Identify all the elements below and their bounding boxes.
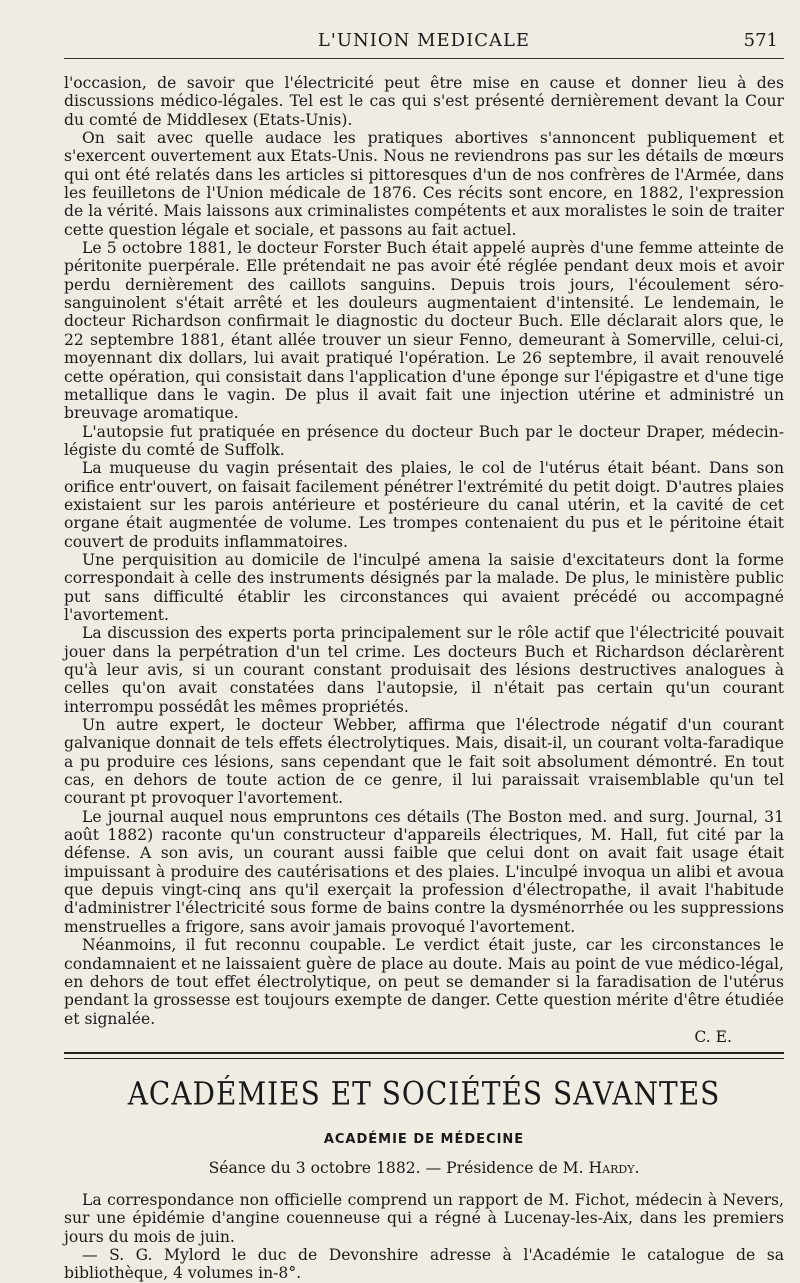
article-paragraph: Un autre expert, le docteur Webber, affirma que l'électrode négatif d'un courant galvanique donnait de tels effets électrolytiques. Mais, disait-il, un courant volta-faradique a pu produire ces lésions, sans cependant que le fait soit absolument démontré. En tout cas, en dehors de toute action de ce genre, il lui paraissait vraisemblable qu'un tel courant pt provoquer l'avortement.	[64, 716, 784, 808]
article-paragraph: Néanmoins, il fut reconnu coupable. Le verdict était juste, car les circonstances le condamnaient et ne laissaient guère de place au doute. Mais au point de vue médico-légal, en dehors de tout effet électrolytique, on peut se demander si la faradisation de l'utérus pendant la grossesse est toujours exempte de danger. Cette question mérite d'être étudiée et signalée.	[64, 936, 784, 1028]
article-paragraph: Le 5 octobre 1881, le docteur Forster Buch était appelé auprès d'une femme atteinte de péritonite puerpérale. Elle prétendait ne pas avoir été réglée pendant deux mois et avoir perdu dernièrement des caillots sanguins. Depuis trois jours, l'écoulement séro-sanguinolent s'était arrêté et les douleurs augmentaient d'intensité. Le lendemain, le docteur Richardson confirmait le diagnostic du docteur Buch. Elle déclarait alors que, le 22 septembre 1881, étant allée trouver un sieur Fenno, demeurant à Somerville, celui-ci, moyennant dix dollars, lui avait pratiqué l'opération. Le 26 septembre, il avait renouvelé cette opération, qui consistait dans l'application d'une éponge sur l'épigastre et d'une tige metallique dans le vagin. De plus il avait fait une injection utérine et administré un breuvage aromatique.	[64, 239, 784, 423]
article-signature: C. E.	[694, 1027, 732, 1046]
session-line	[64, 1159, 784, 1177]
article-body	[64, 74, 784, 1046]
section-divider	[64, 1052, 784, 1059]
article-paragraph: Une perquisition au domicile de l'inculpé amena la saisie d'excitateurs dont la forme correspondait à celle des instruments désignés par la malade. De plus, le ministère public put sans difficulté établir les circonstances qui avaient précédé ou accompagné l'avortement.	[64, 550, 784, 624]
subsection-title: ACADÉMIE DE MÉDECINE	[323, 1131, 525, 1147]
page-number: 571	[743, 30, 778, 51]
session-prefix: Séance du 3 octobre 1882. — Présidence de M.	[208, 1158, 584, 1177]
running-title: L'UNION MEDICALE	[317, 30, 531, 51]
article-paragraph: La discussion des experts porta principalement sur le rôle actif que l'électricité pouvait jouer dans la perpétration d'un tel crime. Les docteurs Buch et Richardson déclarèrent qu'à leur avis, si un courant constant produisait des lésions destructives analogues à celles qu'on avait constatées dans l'autopsie, il n'était pas certain qu'un courant interrompu possédât les mêmes propriétés.	[64, 624, 784, 716]
article-paragraph: L'autopsie fut pratiquée en présence du docteur Buch par le docteur Draper, médecin-légiste du comté de Suffolk.	[64, 422, 784, 459]
header-rule	[64, 58, 784, 59]
article-paragraph: l'occasion, de savoir que l'électricité peut être mise en cause et donner lieu à des discussions médico-légales. Tel est le cas qui s'est présenté dernièrement devant la Cour du comté de Middlesex (Etats-Unis).	[64, 74, 784, 129]
session-paragraph: — S. G. Mylord le duc de Devonshire adresse à l'Académie le catalogue de sa bibliothèque, 4 volumes in-8°.	[64, 1245, 784, 1283]
session-president: Hardy.	[588, 1158, 640, 1177]
session-paragraph: La correspondance non officielle comprend un rapport de M. Fichot, médecin à Nevers, sur une épidémie d'angine couenneuse qui a régné à Lucenay-les-Aix, dans les premiers jours du mois de juin.	[64, 1190, 784, 1246]
page-header	[64, 0, 784, 64]
session-body	[64, 1191, 784, 1283]
article-paragraph: La muqueuse du vagin présentait des plaies, le col de l'utérus était béant. Dans son orifice entr'ouvert, on faisait facilement pénétrer l'extrémité du petit doigt. D'autres plaies existaient sur les parois antérieure et postérieure du canal utérin, et la cavité de cet organe était augmentée de volume. Les trompes contenaient du pus et le péritoine était couvert de produits inflammatoires.	[64, 459, 784, 551]
article-paragraph: Le journal auquel nous empruntons ces détails (The Boston med. and surg. Journal, 31 août 1882) raconte qu'un constructeur d'appareils électriques, M. Hall, fut cité par la défense. A son avis, un courant aussi faible que celui dont on avait fait usage était impuissant à produire des cautérisations et des plaies. L'inculpé invoqua un alibi et avoua que depuis vingt-cinq ans qu'il exerçait la profession d'électropathe, il avait l'habitude d'administrer l'électricité sous forme de bains contre la dysménorrhée ou les suppressions menstruelles a frigore, sans avoir jamais provoqué l'avortement.	[64, 807, 784, 936]
article-paragraph: On sait avec quelle audace les pratiques abortives s'annoncent publiquement et s'exercent ouvertement aux Etats-Unis. Nous ne reviendrons pas sur les détails de mœurs qui ont été relatés dans les articles si pittoresques d'un de nos confrères de l'Armée, dans les feuilletons de l'Union médicale de 1876. Ces récits sont encore, en 1882, l'expression de la vérité. Mais laissons aux criminalistes compétents et aux moralistes le soin de traiter cette question légale et sociale, et passons au fait actuel.	[64, 129, 784, 239]
section-title: ACADÉMIES ET SOCIÉTÉS SAVANTES	[127, 1074, 721, 1113]
